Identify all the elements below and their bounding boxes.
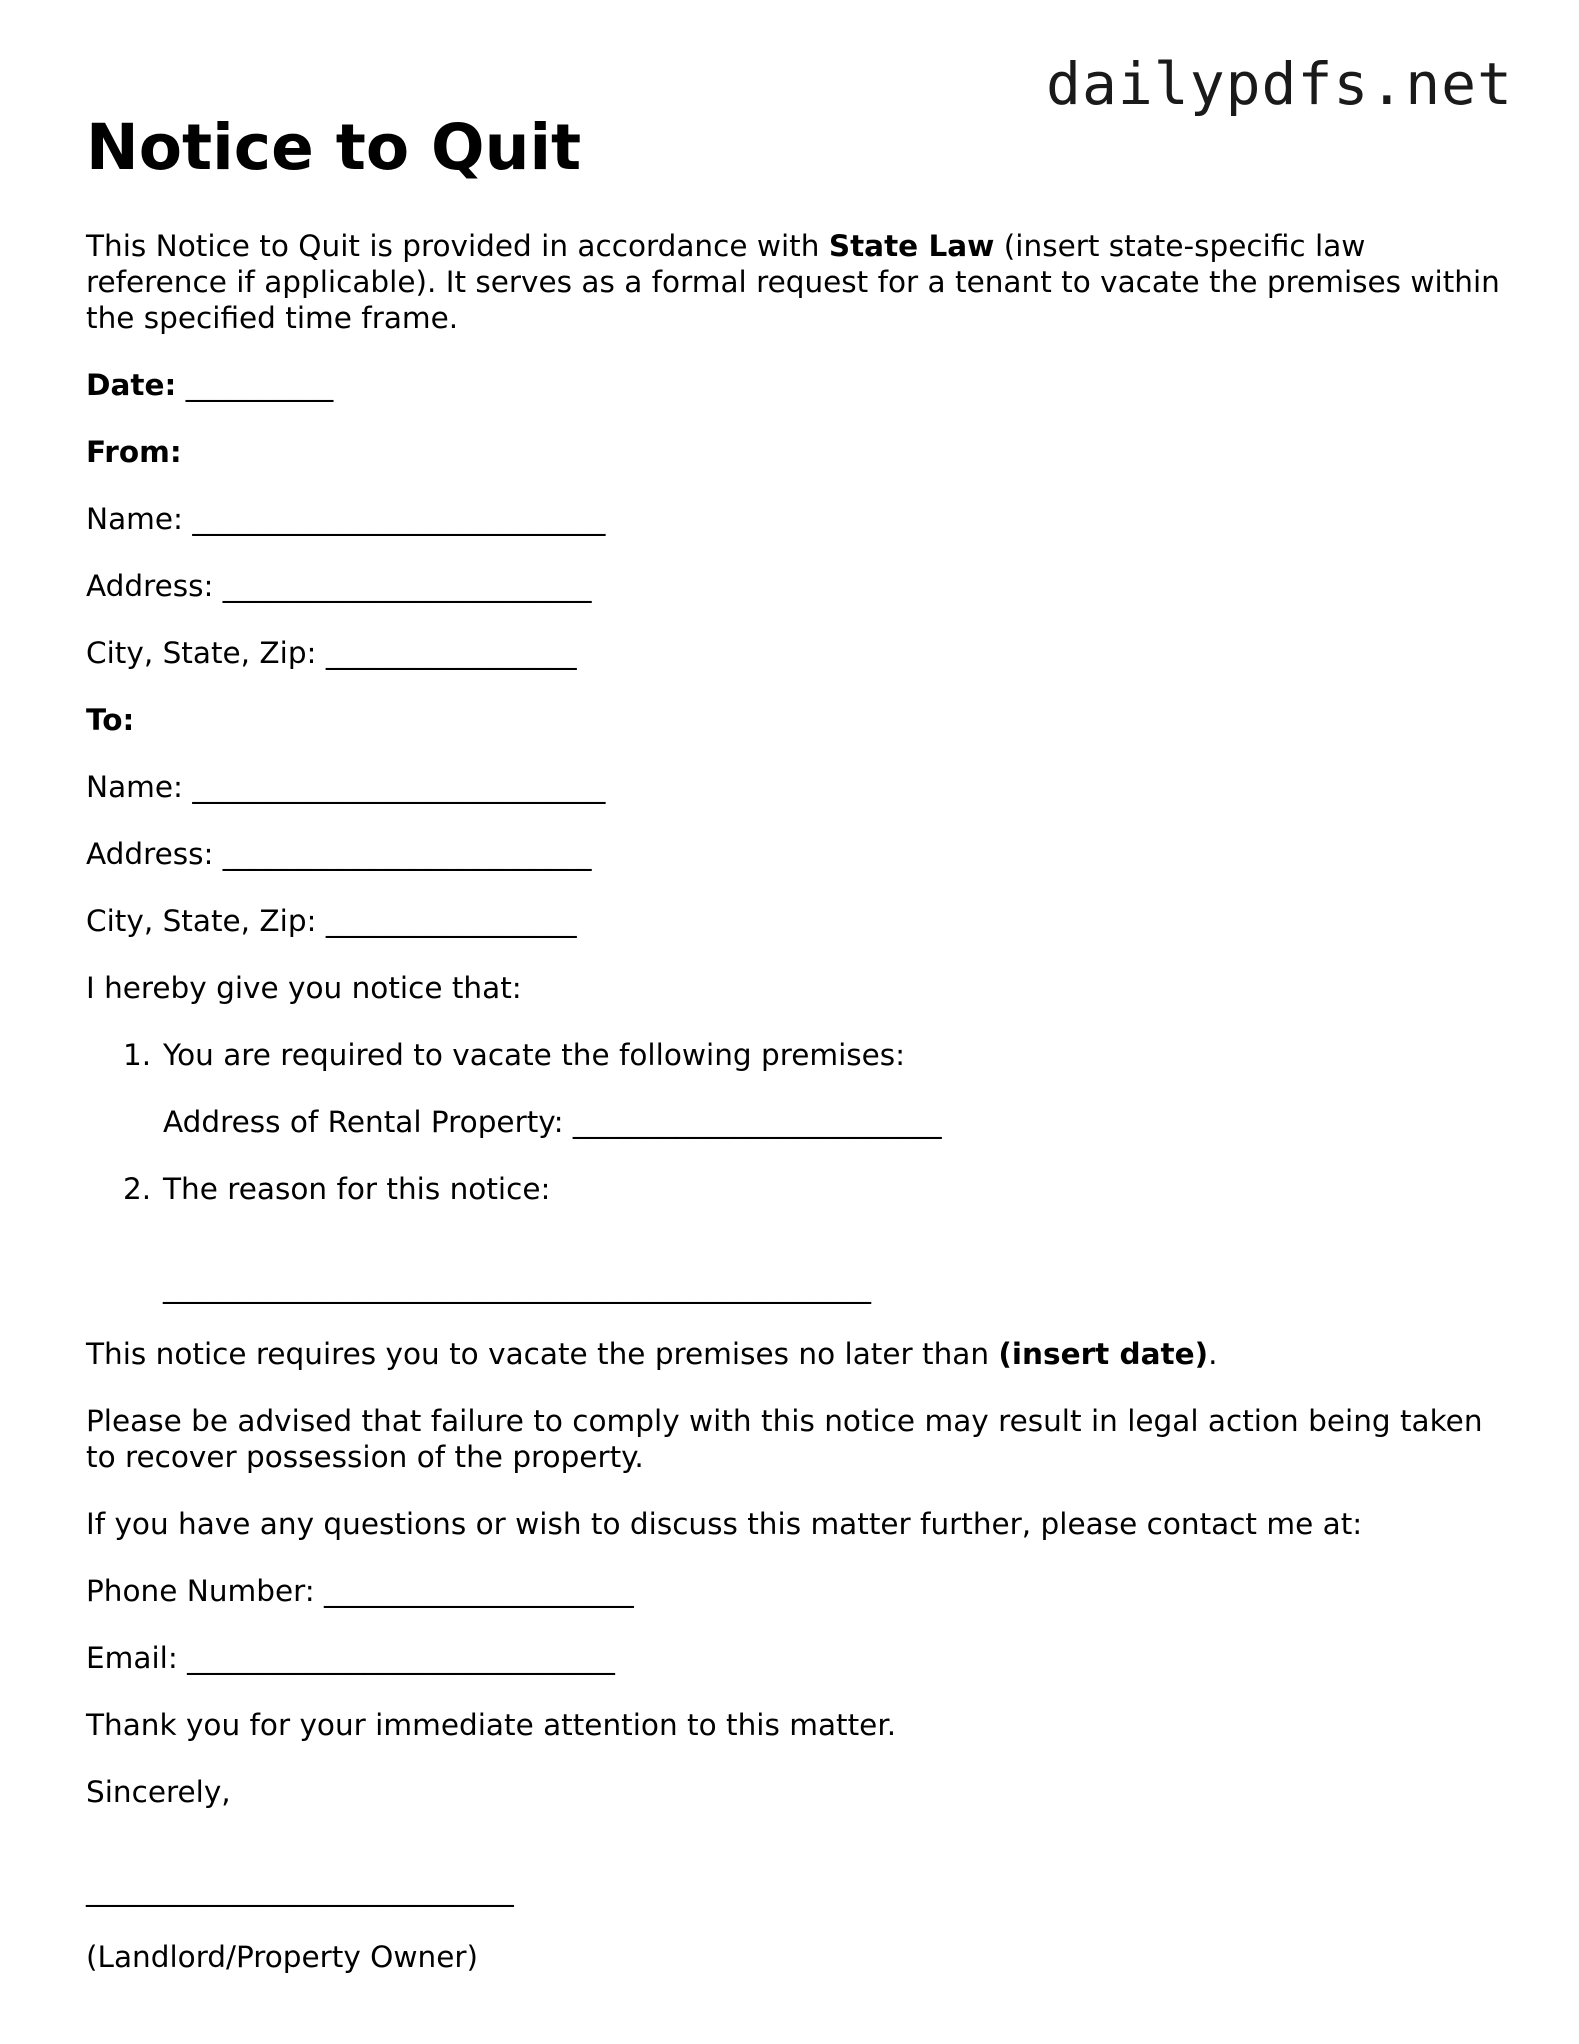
signature-role: (Landlord/Property Owner): [86, 1940, 478, 1974]
intro-paragraph: [86, 228, 1506, 336]
list-number: 2.: [123, 1172, 152, 1206]
closing: Sincerely,: [86, 1775, 231, 1809]
to-name-field: Name: ____________________________: [86, 770, 606, 804]
list-item: [86, 1171, 1506, 1305]
list-item: [86, 1037, 1506, 1140]
state-law-emphasis: State Law: [828, 229, 995, 263]
from-name-field: Name: ____________________________: [86, 502, 606, 536]
to-city-field: City, State, Zip: _________________: [86, 904, 577, 938]
date-blank: __________: [176, 368, 334, 402]
thanks-paragraph: Thank you for your immediate attention to this matter.: [86, 1708, 897, 1742]
warning-paragraph: Please be advised that failure to comply with this notice may result in legal action being taken to recover possession of the property.: [86, 1404, 1483, 1474]
contact-intro: If you have any questions or wish to discuss this matter further, please contact me at:: [86, 1507, 1363, 1541]
reason-blank-line: ________________________________________________: [163, 1270, 871, 1304]
to-heading: To:: [86, 703, 135, 737]
list-item-text: The reason for this notice:: [163, 1172, 551, 1206]
site-watermark: dailypdfs.net: [1046, 50, 1513, 118]
insert-date-emphasis: (insert date): [998, 1337, 1209, 1371]
phone-field: Phone Number: _____________________: [86, 1574, 634, 1608]
to-address-field: Address: _________________________: [86, 837, 592, 871]
notice-list: [86, 1037, 1506, 1305]
notice-intro: I hereby give you notice that:: [86, 971, 522, 1005]
list-item-text: You are required to vacate the following premises:: [163, 1038, 906, 1072]
document-body: [86, 228, 1506, 2006]
deadline-paragraph: [86, 1336, 1506, 1372]
document-title: Notice to Quit: [86, 111, 582, 184]
deadline-period: .: [1208, 1337, 1218, 1371]
email-field: Email: _____________________________: [86, 1641, 615, 1675]
date-label: Date:: [86, 368, 177, 402]
intro-text-start: This Notice to Quit is provided in accordance with: [86, 229, 829, 263]
from-city-field: City, State, Zip: _________________: [86, 636, 577, 670]
signature-line: _____________________________: [86, 1873, 514, 1907]
list-number: 1.: [123, 1038, 152, 1072]
intro-text-end: (insert state-specific law reference if applicable). It serves as a formal request for a tenant to vacate the premises within the specified time frame.: [86, 229, 1500, 335]
from-heading: From:: [86, 435, 182, 469]
rental-property-field: Address of Rental Property: _________________________: [163, 1105, 942, 1139]
date-field: [86, 367, 1506, 403]
deadline-text: This notice requires you to vacate the premises no later than: [86, 1337, 999, 1371]
from-address-field: Address: _________________________: [86, 569, 592, 603]
